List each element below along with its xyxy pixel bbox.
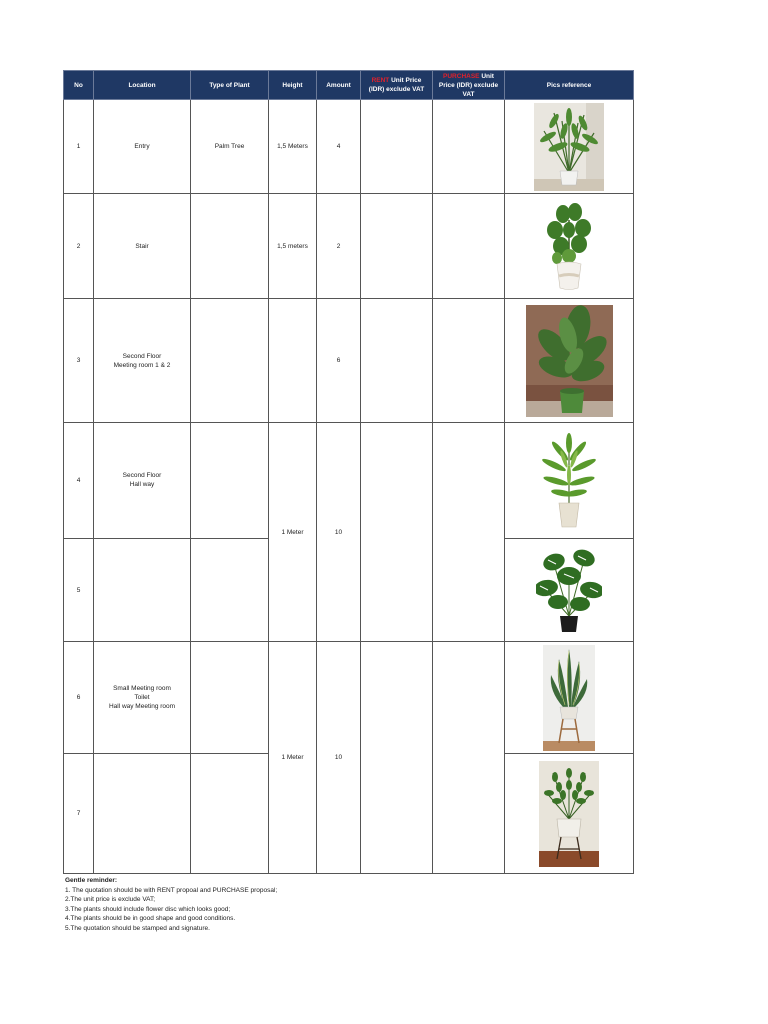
- palm-plant-icon: [534, 103, 604, 191]
- cell-type: [191, 539, 269, 642]
- cell-pic: [505, 299, 634, 423]
- header-amount: Amount: [317, 71, 361, 100]
- cell-type: [191, 754, 269, 874]
- table-row: [64, 423, 634, 539]
- cell-rent-price[interactable]: [361, 194, 433, 299]
- cell-purchase-price[interactable]: [433, 642, 505, 874]
- snake-plant-icon: [543, 645, 595, 751]
- cell-rent-price[interactable]: [361, 100, 433, 194]
- header-pics-reference: Pics reference: [505, 71, 634, 100]
- fiddle-leaf-plant-icon: [541, 200, 597, 292]
- broadleaf-plant-icon: [526, 305, 613, 417]
- cell-amount: 10: [317, 423, 361, 642]
- cell-no: 6: [64, 642, 94, 754]
- reminder-item: 3.The plants should include flower disc which looks good;: [65, 905, 231, 913]
- header-location: Location: [94, 71, 191, 100]
- rent-word: RENT: [371, 77, 390, 84]
- cell-height: 1 Meter: [269, 423, 317, 642]
- monstera-plant-icon: [536, 546, 602, 634]
- header-row: [64, 71, 634, 100]
- cell-location: [94, 539, 191, 642]
- cell-location: Stair: [94, 194, 191, 299]
- header-rent-price: [361, 71, 433, 100]
- cell-height: 1,5 meters: [269, 194, 317, 299]
- cell-pic: [505, 642, 634, 754]
- rent-price-label: Unit Price (IDR) exclude VAT: [368, 77, 425, 93]
- cell-location: Small Meeting room Toilet Hall way Meeting room: [94, 642, 191, 754]
- cell-pic: [505, 754, 634, 874]
- dracaena-plant-icon: [542, 433, 596, 529]
- cell-no: 7: [64, 754, 94, 874]
- cell-height: 1,5 Meters: [269, 100, 317, 194]
- cell-amount: 4: [317, 100, 361, 194]
- cell-rent-price[interactable]: [361, 299, 433, 423]
- cell-location: Second Floor Meeting room 1 & 2: [94, 299, 191, 423]
- cell-rent-price[interactable]: [361, 423, 433, 642]
- cell-no: 4: [64, 423, 94, 539]
- cell-pic: [505, 423, 634, 539]
- cell-height: [269, 299, 317, 423]
- header-height: Height: [269, 71, 317, 100]
- cell-amount: 6: [317, 299, 361, 423]
- table-row: [64, 642, 634, 754]
- cell-pic: [505, 194, 634, 299]
- cell-location: Entry: [94, 100, 191, 194]
- header-type-of-plant: Type of Plant: [191, 71, 269, 100]
- reminder-item: 5.The quotation should be stamped and signature.: [65, 924, 210, 932]
- quotation-table: [63, 70, 634, 874]
- cell-height: 1 Meter: [269, 642, 317, 874]
- cell-purchase-price[interactable]: [433, 299, 505, 423]
- table-row: [64, 299, 634, 423]
- cell-location: Second Floor Hall way: [94, 423, 191, 539]
- reminder-item: 1. The quotation should be with RENT propoal and PURCHASE proposal;: [65, 886, 278, 894]
- purchase-word: PURCHASE: [443, 72, 480, 80]
- reminder-heading: Gentle reminder:: [65, 877, 118, 884]
- cell-type: [191, 423, 269, 539]
- cell-pic: [505, 100, 634, 194]
- table-row: [64, 194, 634, 299]
- reminder-item: 2.The unit price is exclude VAT;: [65, 896, 156, 903]
- header-purchase-price: [433, 71, 505, 100]
- cell-type: [191, 299, 269, 423]
- cell-purchase-price[interactable]: [433, 194, 505, 299]
- cell-no: 3: [64, 299, 94, 423]
- cell-pic: [505, 539, 634, 642]
- cell-amount: 10: [317, 642, 361, 874]
- cell-amount: 2: [317, 194, 361, 299]
- reminder-item: 4.The plants should be in good shape and good conditions.: [65, 915, 236, 922]
- cell-type: [191, 194, 269, 299]
- purchase-price-label: Unit Price (IDR) exclude VAT: [438, 72, 499, 98]
- gentle-reminder: [65, 876, 277, 933]
- header-no: No: [64, 71, 94, 100]
- cell-location: [94, 754, 191, 874]
- cell-no: 1: [64, 100, 94, 194]
- cell-no: 5: [64, 539, 94, 642]
- cell-purchase-price[interactable]: [433, 423, 505, 642]
- cell-type: Palm Tree: [191, 100, 269, 194]
- cell-purchase-price[interactable]: [433, 100, 505, 194]
- cell-rent-price[interactable]: [361, 642, 433, 874]
- cell-type: [191, 642, 269, 754]
- cell-no: 2: [64, 194, 94, 299]
- table-row: [64, 100, 634, 194]
- zz-plant-icon: [539, 761, 599, 867]
